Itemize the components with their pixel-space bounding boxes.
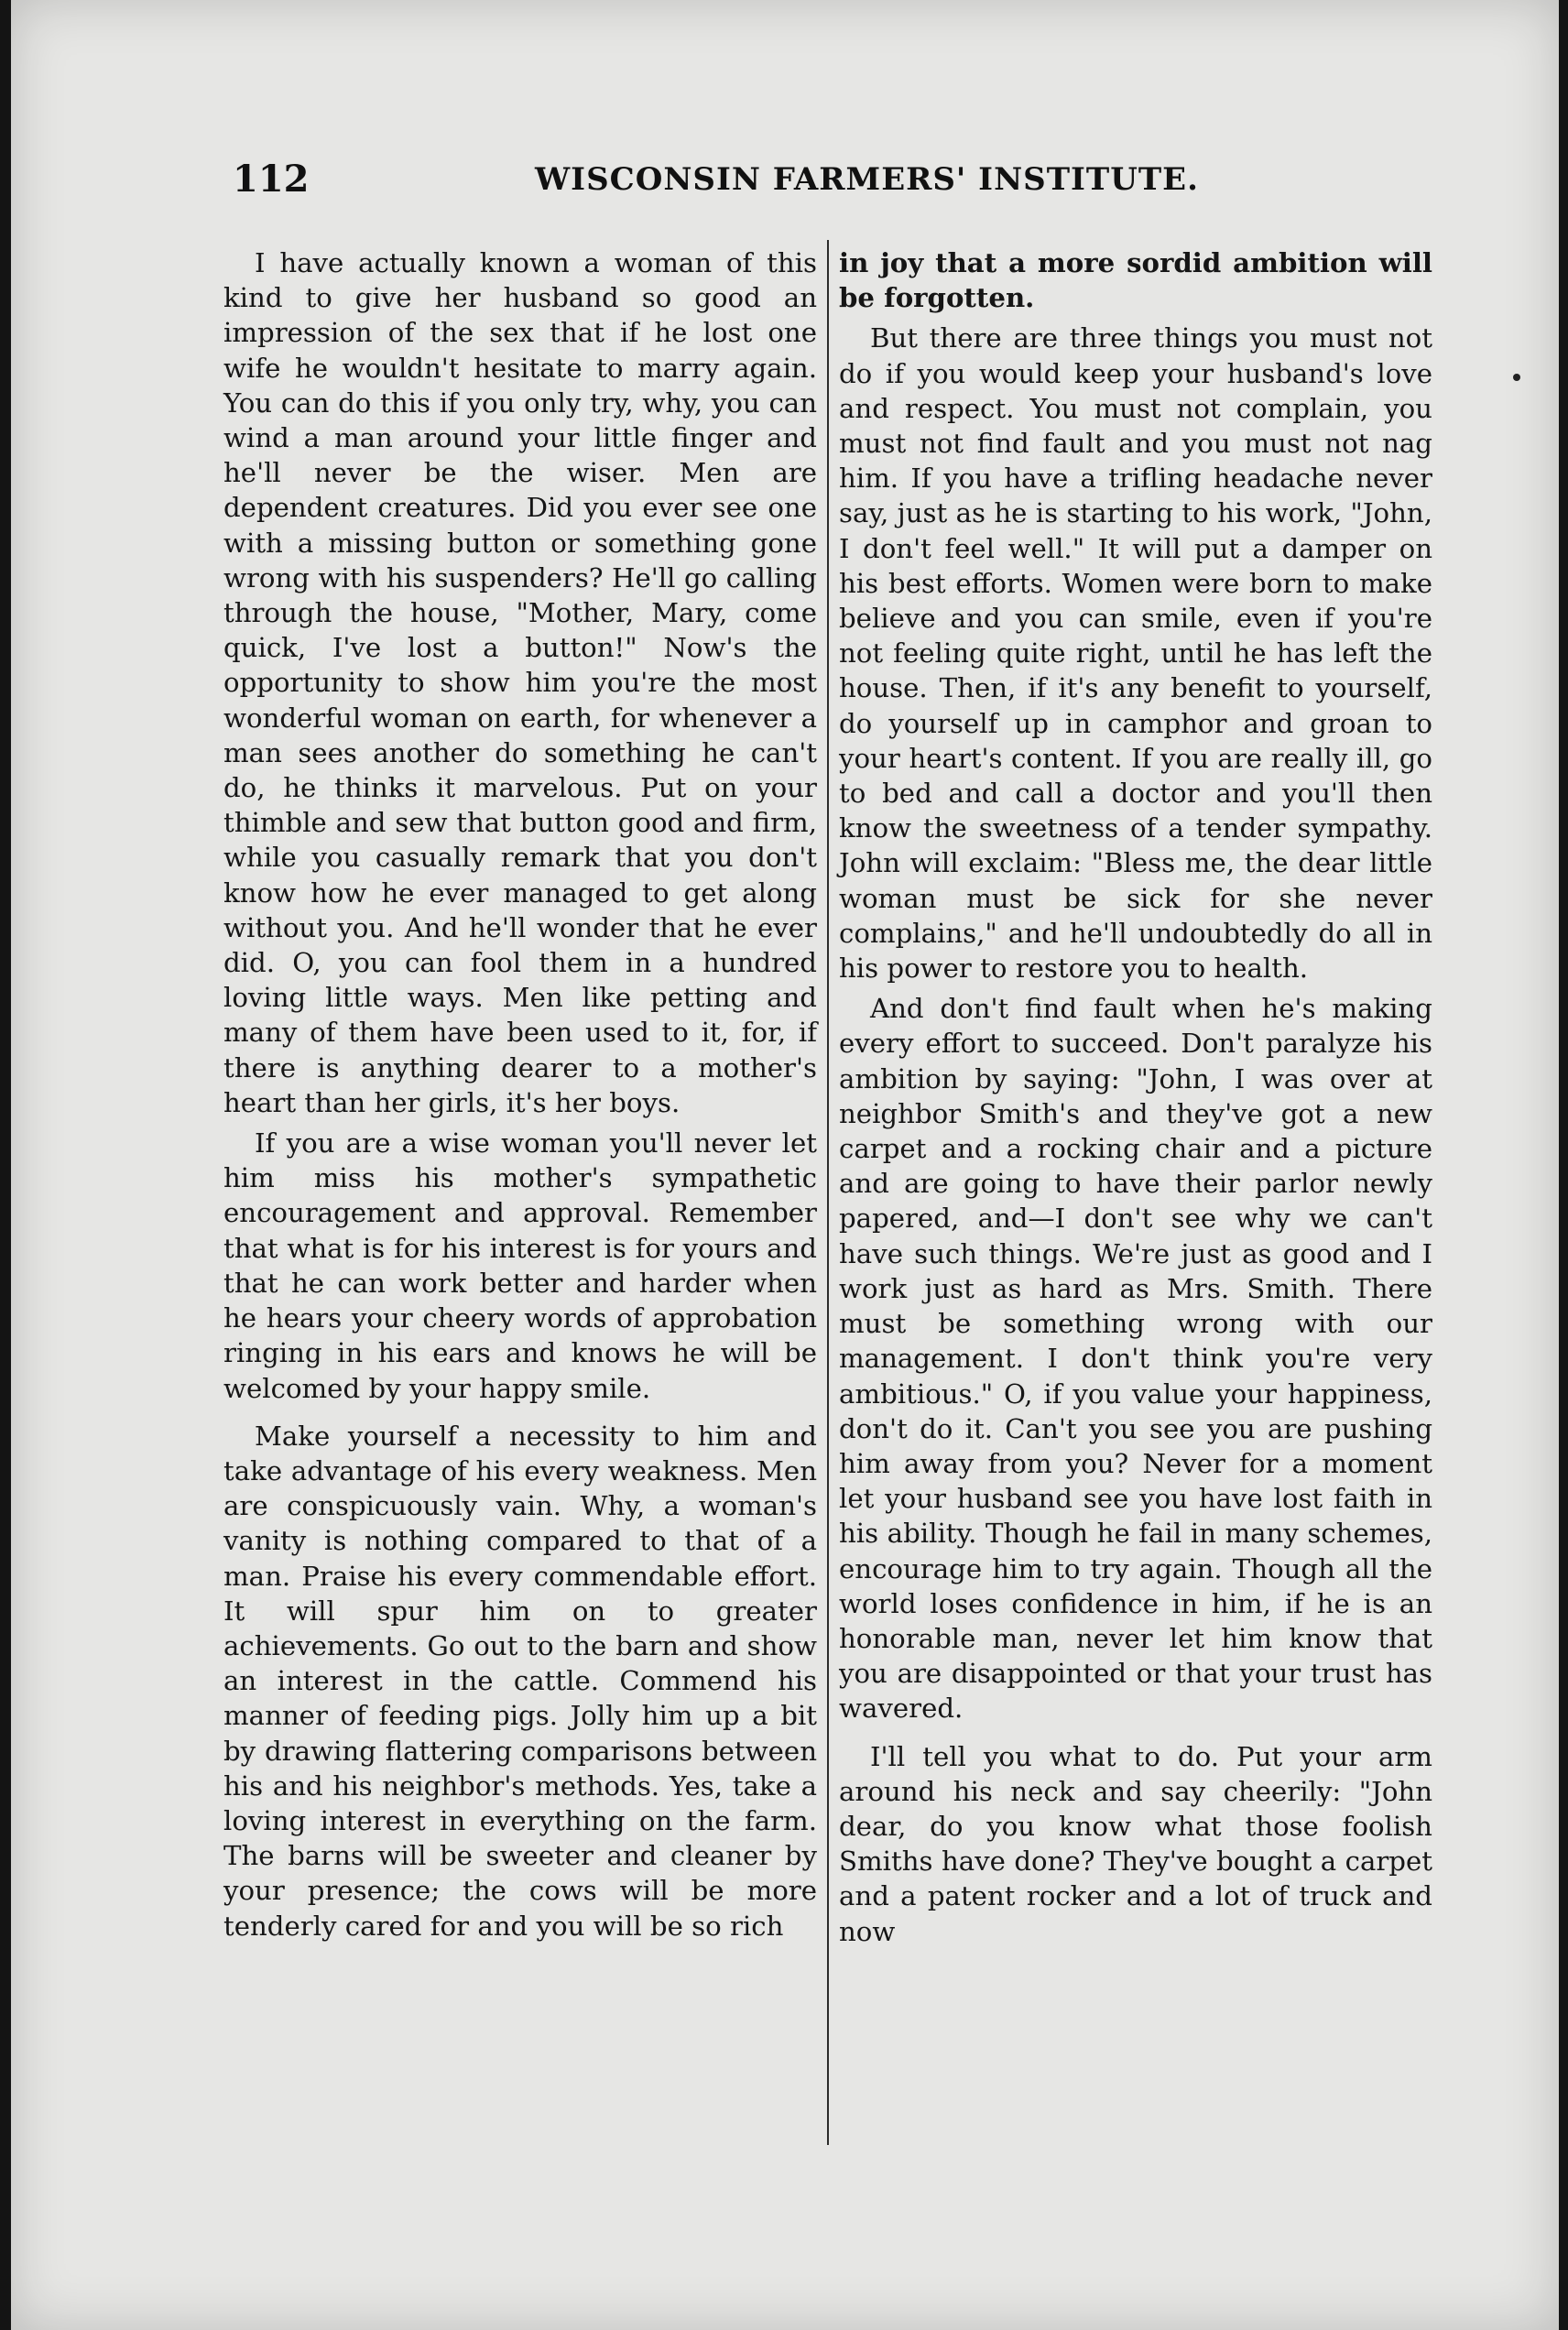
right-paragraph-3: I'll tell you what to do. Put your arm around his neck and say cheerily: "John dear, do you know what those foolish Smiths have done? They've bought a carpet and a patent rocker and a lot of truck and now: [839, 1740, 1432, 1947]
left-column: [223, 245, 817, 1943]
right-paragraph-1: But there are three things you must not do if you would keep your husband's love and respect. You must not complain, you must not find fault and you must not nag him. If you have a trifling headache never say, just as he is starting to his work, "John, I don't feel well." It will put a damper on his best efforts. Women were born to make believe and you can smile, even if you're not feeling quite right, until he has left the house. Then, if it's any benefit to yourself, do yourself up in camphor and groan to your heart's content. If you are really ill, go to bed and call a doctor and you'll then know the sweetness of a tender sympathy. John will exclaim: "Bless me, the dear little woman must be sick for she never complains," and he'll undoubtedly do all in his power to restore you to health.: [839, 322, 1432, 985]
page-header: [233, 158, 1451, 212]
book-page: [11, 0, 1559, 2330]
left-paragraph-2: If you are a wise woman you'll never let him miss his mother's sympathetic encouragement and approval. Remember that what is for his interest is for yours and that he can work better and harder when he hears your cheery words of approbation ringing in his ears and knows he will be welcomed by your happy smile.: [223, 1127, 817, 1404]
running-head: WISCONSIN FARMERS' INSTITUTE.: [535, 161, 1199, 198]
left-paragraph-1: I have actually known a woman of this kind to give her husband so good an impression of the sex that if he lost one wife he wouldn't hesitate to marry again. You can do this if you only try, why, you can wind a man around your little finger and he'll never be the wiser. Men are dependent creatures. Did you ever see one with a missing button or something gone wrong with his suspenders? He'll go calling through the house, "Mother, Mary, come quick, I've lost a button!" Now's the opportunity to show him you're the most wonderful woman on earth, for whenever a man sees another do something he can't do, he thinks it marvelous. Put on your thimble and sew that button good and firm, while you casually remark that you don't know how he ever managed to get along without you. And he'll wonder that he ever did. O, you can fool them in a hundred loving little ways. Men like petting and many of them have been used to it, for, if there is anything dearer to a mother's heart than her girls, it's her boys.: [223, 247, 817, 1118]
ink-speck: [1513, 374, 1520, 381]
page-number: 112: [233, 158, 310, 201]
right-continuation: in joy that a more sordid ambition will be forgotten.: [839, 247, 1432, 314]
column-divider: [827, 240, 829, 2145]
right-paragraph-2: And don't find fault when he's making every effort to succeed. Don't paralyze his ambition by saying: "John, I was over at neighbor Smith's and they've got a new carpet and a rocking chair and a picture and are going to have their parlor newly papered, and—I don't see why we can't have such things. We're just as good and I work just as hard as Mrs. Smith. There must be something wrong with our management. I don't think you're very ambitious." O, if you value your happiness, don't do it. Can't you see you are pushing him away from you? Never for a moment let your husband see you have lost faith in his ability. Though he fail in many schemes, encourage him to try again. Though all the world loses confidence in him, if he is an honorable man, never let him know that you are disappointed or that your trust has wavered.: [839, 993, 1432, 1725]
left-paragraph-3: Make yourself a necessity to him and take advantage of his every weakness. Men are conspicuously vain. Why, a woman's vanity is nothing compared to that of a man. Praise his every commendable effort. It will spur him on to greater achievements. Go out to the barn and show an interest in the cattle. Commend his manner of feeding pigs. Jolly him up a bit by drawing flattering comparisons between his and his neighbor's methods. Yes, take a loving interest in everything on the farm. The barns will be sweeter and cleaner by your presence; the cows will be more tenderly cared for and you will be so rich: [223, 1420, 817, 1942]
right-column: [839, 245, 1432, 1949]
